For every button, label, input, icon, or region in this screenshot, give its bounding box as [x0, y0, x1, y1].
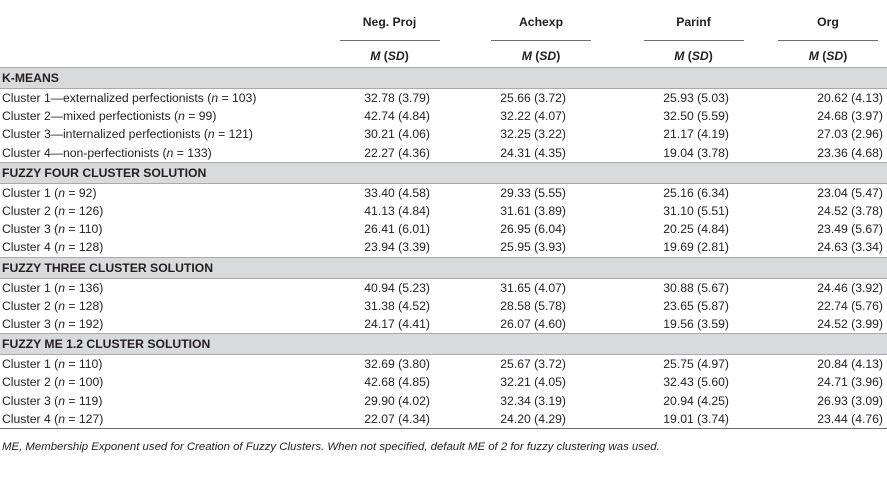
header-msd-1: M (SD): [315, 37, 464, 68]
row-label: Cluster 2—mixed perfectionists (n = 99): [2, 109, 217, 124]
table-row: [0, 278, 887, 297]
section-header-row: [0, 68, 887, 89]
row-label: Cluster 4 (n = 127): [0, 410, 315, 429]
cell-value: 31.10 (5.51): [663, 204, 729, 219]
cell-value: 32.78 (3.79): [364, 91, 430, 106]
cell-value: 24.31 (4.35): [500, 145, 566, 160]
row-label: Cluster 2 (n = 126): [2, 204, 104, 219]
table-row: [0, 410, 887, 429]
header-blank-2: [0, 37, 315, 68]
cell-value: 31.65 (4.07): [500, 280, 566, 295]
table-footnote: ME, Membership Exponent used for Creation of Fuzzy Clusters. When not specified, default ME of 2 for fuzzy clustering was used.: [2, 441, 660, 453]
header-row-stats: [0, 37, 887, 68]
cell-value: 40.94 (5.23): [364, 280, 430, 295]
cell-value: 32.34 (3.19): [500, 393, 566, 408]
table-row: [0, 125, 887, 143]
cell-value: 26.41 (6.01): [364, 222, 430, 237]
cell-value: 23.44 (4.76): [769, 410, 887, 429]
cell-value: 30.88 (5.67): [663, 280, 729, 295]
header-blank: [0, 2, 315, 37]
cell-value: 19.69 (2.81): [663, 240, 729, 255]
cell-value: 20.25 (4.84): [663, 222, 729, 237]
header-msd-3: M (SD): [618, 37, 769, 68]
row-label: Cluster 3—internalized perfectionists (n = 121): [2, 127, 253, 142]
section-title: FUZZY FOUR CLUSTER SOLUTION: [0, 162, 887, 183]
cell-value: 26.95 (6.04): [500, 222, 566, 237]
row-label: Cluster 1 (n = 136): [2, 280, 104, 295]
row-label: Cluster 4 (n = 128): [2, 240, 104, 255]
cluster-means-table: [0, 2, 887, 429]
cell-value: 24.20 (4.29): [464, 410, 618, 429]
row-label: Cluster 4—non-perfectionists (n = 133): [2, 145, 212, 160]
table-row: [0, 297, 887, 315]
cell-value: 23.04 (5.47): [817, 185, 883, 200]
cell-value: 32.21 (4.05): [500, 375, 566, 390]
table-row: [0, 315, 887, 334]
cell-value: 26.93 (3.09): [817, 393, 883, 408]
table-row: [0, 183, 887, 202]
cell-value: 27.03 (2.96): [817, 127, 883, 142]
cell-value: 25.95 (3.93): [500, 240, 566, 255]
cell-value: 33.40 (4.58): [364, 185, 430, 200]
cell-value: 22.74 (5.76): [817, 298, 883, 313]
table-row: [0, 144, 887, 163]
cell-value: 41.13 (4.84): [364, 204, 430, 219]
section-title: K-MEANS: [0, 68, 887, 89]
cell-value: 20.84 (4.13): [817, 357, 883, 372]
table-row: [0, 355, 887, 374]
table-row: [0, 391, 887, 409]
cell-value: 32.22 (4.07): [500, 109, 566, 124]
cell-value: 23.65 (5.87): [663, 298, 729, 313]
header-msd-4: M (SD): [769, 37, 887, 68]
cell-value: 24.46 (3.92): [817, 280, 883, 295]
cell-value: 24.52 (3.99): [817, 316, 883, 331]
section-title: FUZZY THREE CLUSTER SOLUTION: [0, 257, 887, 278]
row-label: Cluster 2 (n = 128): [2, 298, 104, 313]
cell-value: 32.69 (3.80): [364, 357, 430, 372]
cell-value: 19.01 (3.74): [618, 410, 769, 429]
cell-value: 29.33 (5.55): [500, 185, 566, 200]
cell-value: 32.43 (5.60): [663, 375, 729, 390]
cell-value: 21.17 (4.19): [663, 127, 729, 142]
cell-value: 19.56 (3.59): [663, 316, 729, 331]
cell-value: 24.17 (4.41): [364, 316, 430, 331]
cell-value: 20.62 (4.13): [817, 91, 883, 106]
cell-value: 24.63 (3.34): [817, 240, 883, 255]
cell-value: 26.07 (4.60): [500, 316, 566, 331]
cell-value: 20.94 (4.25): [663, 393, 729, 408]
cell-value: 25.67 (3.72): [500, 357, 566, 372]
cell-value: 42.74 (4.84): [364, 109, 430, 124]
cell-value: 23.49 (5.67): [817, 222, 883, 237]
table-row: [0, 373, 887, 391]
row-label: Cluster 1 (n = 92): [2, 185, 97, 200]
cell-value: 31.61 (3.89): [500, 204, 566, 219]
cell-value: 23.36 (4.68): [817, 145, 883, 160]
cell-value: 22.27 (4.36): [364, 145, 430, 160]
table-row: [0, 202, 887, 220]
row-label: Cluster 3 (n = 110): [2, 222, 103, 237]
section-header-row: [0, 162, 887, 183]
section-header-row: [0, 334, 887, 355]
header-org: Org: [817, 14, 839, 29]
cell-value: 23.94 (3.39): [364, 240, 430, 255]
cell-value: 30.21 (4.06): [364, 127, 430, 142]
section-title: FUZZY ME 1.2 CLUSTER SOLUTION: [0, 334, 887, 355]
cell-value: 32.50 (5.59): [663, 109, 729, 124]
cell-value: 25.75 (4.97): [663, 357, 729, 372]
cell-value: 25.66 (3.72): [500, 91, 566, 106]
cell-value: 25.16 (6.34): [663, 185, 729, 200]
row-label: Cluster 1 (n = 110): [2, 357, 103, 372]
row-label: Cluster 2 (n = 100): [2, 375, 104, 390]
cell-value: 25.93 (5.03): [663, 91, 729, 106]
cell-value: 28.58 (5.78): [500, 298, 566, 313]
row-label: Cluster 1—externalized perfectionists (n = 103): [2, 91, 257, 106]
cell-value: 32.25 (3.22): [500, 127, 566, 142]
table-row: [0, 238, 887, 257]
table-row: [0, 107, 887, 125]
header-row-names: [0, 2, 887, 37]
cell-value: 24.52 (3.78): [817, 204, 883, 219]
table-row: [0, 220, 887, 238]
table-row: [0, 89, 887, 108]
header-parinf: Parinf: [676, 14, 711, 29]
cell-value: 29.90 (4.02): [364, 393, 430, 408]
cell-value: 24.68 (3.97): [817, 109, 883, 124]
cell-value: 19.04 (3.78): [663, 145, 729, 160]
header-neg-proj: Neg. Proj: [362, 14, 417, 29]
cell-value: 31.38 (4.52): [364, 298, 430, 313]
cell-value: 42.68 (4.85): [364, 375, 430, 390]
cell-value: 24.71 (3.96): [817, 375, 883, 390]
section-header-row: [0, 257, 887, 278]
row-label: Cluster 3 (n = 119): [2, 393, 103, 408]
header-msd-2: M (SD): [464, 37, 618, 68]
header-achexp: Achexp: [518, 14, 564, 29]
row-label: Cluster 3 (n = 192): [2, 316, 104, 331]
cell-value: 22.07 (4.34): [315, 410, 464, 429]
